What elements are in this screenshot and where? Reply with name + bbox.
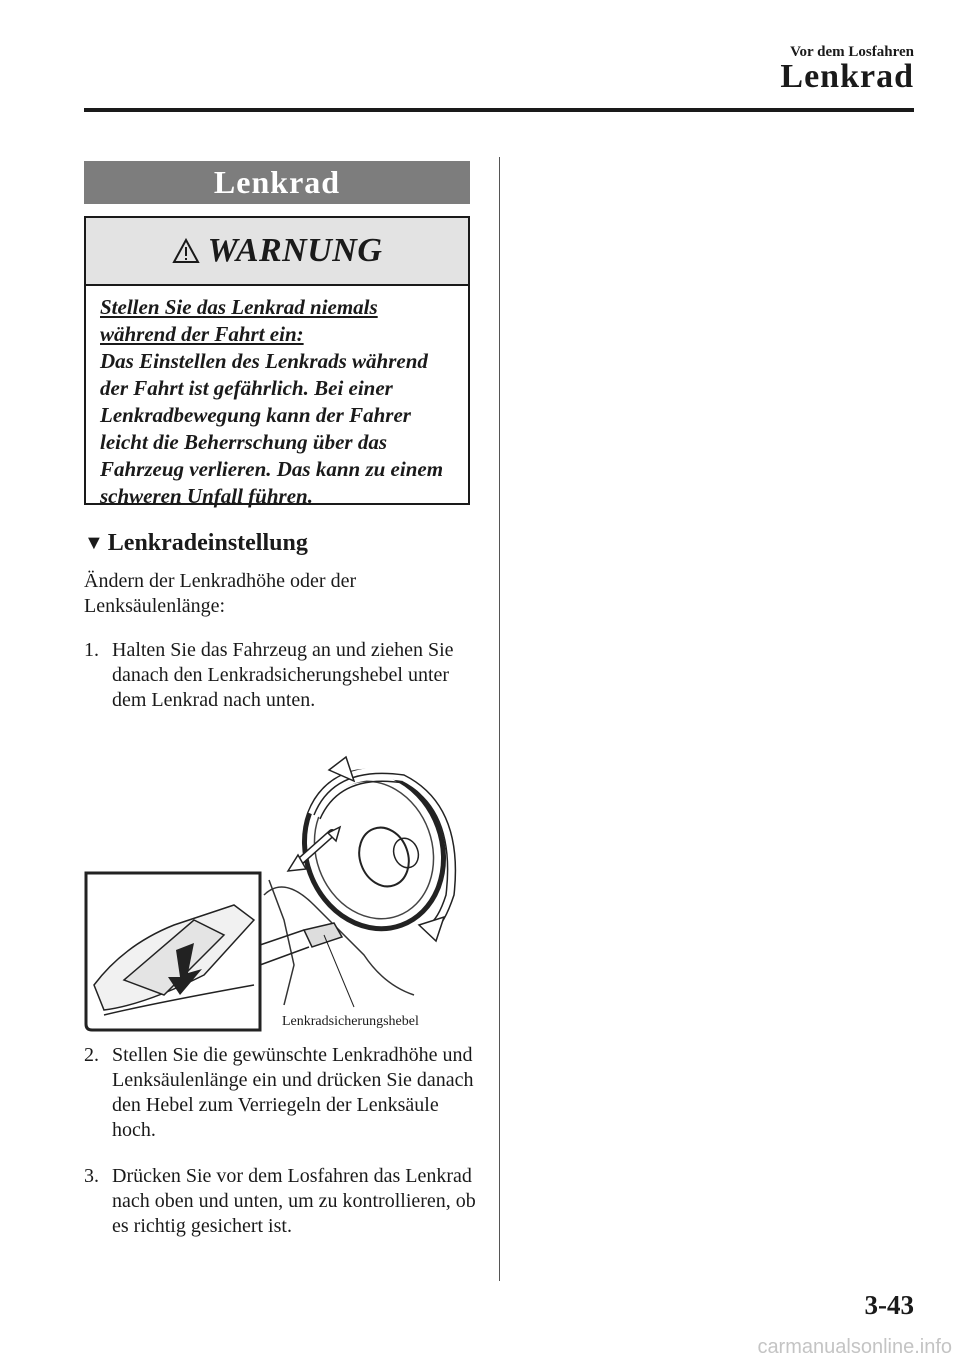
warning-text: Das Einstellen des Lenkrads während der Fahrt ist gefährlich. Bei einer Lenkradbewegung kann der Fahrer leicht die Beherrschung über das Fahrzeug verlieren. Das kann zu einem schweren Unfall führen. (100, 349, 444, 508)
watermark-text: carmanualsonline.info (757, 1336, 952, 1358)
subsection-heading (84, 530, 308, 557)
step-number: 1. (84, 639, 99, 661)
warning-underlined-text: Stellen Sie das Lenkrad niemals während der Fahrt ein: (100, 295, 378, 346)
warning-triangle-icon (172, 238, 200, 264)
step-text: Drücken Sie vor dem Losfahren das Lenkrad nach oben und unten, um zu kontrollieren, ob es richtig gesichert ist. (112, 1165, 476, 1237)
header-divider (84, 108, 914, 112)
step-number: 3. (84, 1165, 99, 1187)
intro-paragraph: Ändern der Lenkradhöhe oder der Lenksäulenlänge: (84, 570, 357, 617)
step-text: Halten Sie das Fahrzeug an und ziehen Sie danach den Lenkradsicherungshebel unter dem Lenkrad nach unten. (112, 639, 454, 711)
subsection-title: Lenkradeinstellung (107, 530, 308, 556)
warning-title: WARNUNG (207, 232, 383, 269)
chapter-header: Vor dem Losfahren (790, 44, 914, 60)
steering-wheel-illustration (84, 745, 472, 1035)
triangle-marker-icon: ▼ (84, 532, 104, 554)
step-3 (84, 1164, 484, 1239)
figure-callout-label: Lenkradsicherungshebel (282, 1014, 419, 1029)
step-text: Stellen Sie die gewünschte Lenkradhöhe und Lenksäulenlänge ein und drücken Sie danach den Hebel zum Verriegeln der Lenksäule hoch. (112, 1044, 474, 1141)
warning-body (86, 286, 468, 510)
page-number: 3-43 (864, 1290, 914, 1320)
section-header: Lenkrad (780, 58, 914, 95)
warning-header (86, 218, 468, 286)
step-number: 2. (84, 1044, 99, 1066)
warning-box (84, 216, 470, 508)
step-1 (84, 638, 484, 713)
section-title-banner: Lenkrad (84, 161, 470, 204)
step-2 (84, 1043, 484, 1143)
column-divider (499, 157, 500, 1281)
